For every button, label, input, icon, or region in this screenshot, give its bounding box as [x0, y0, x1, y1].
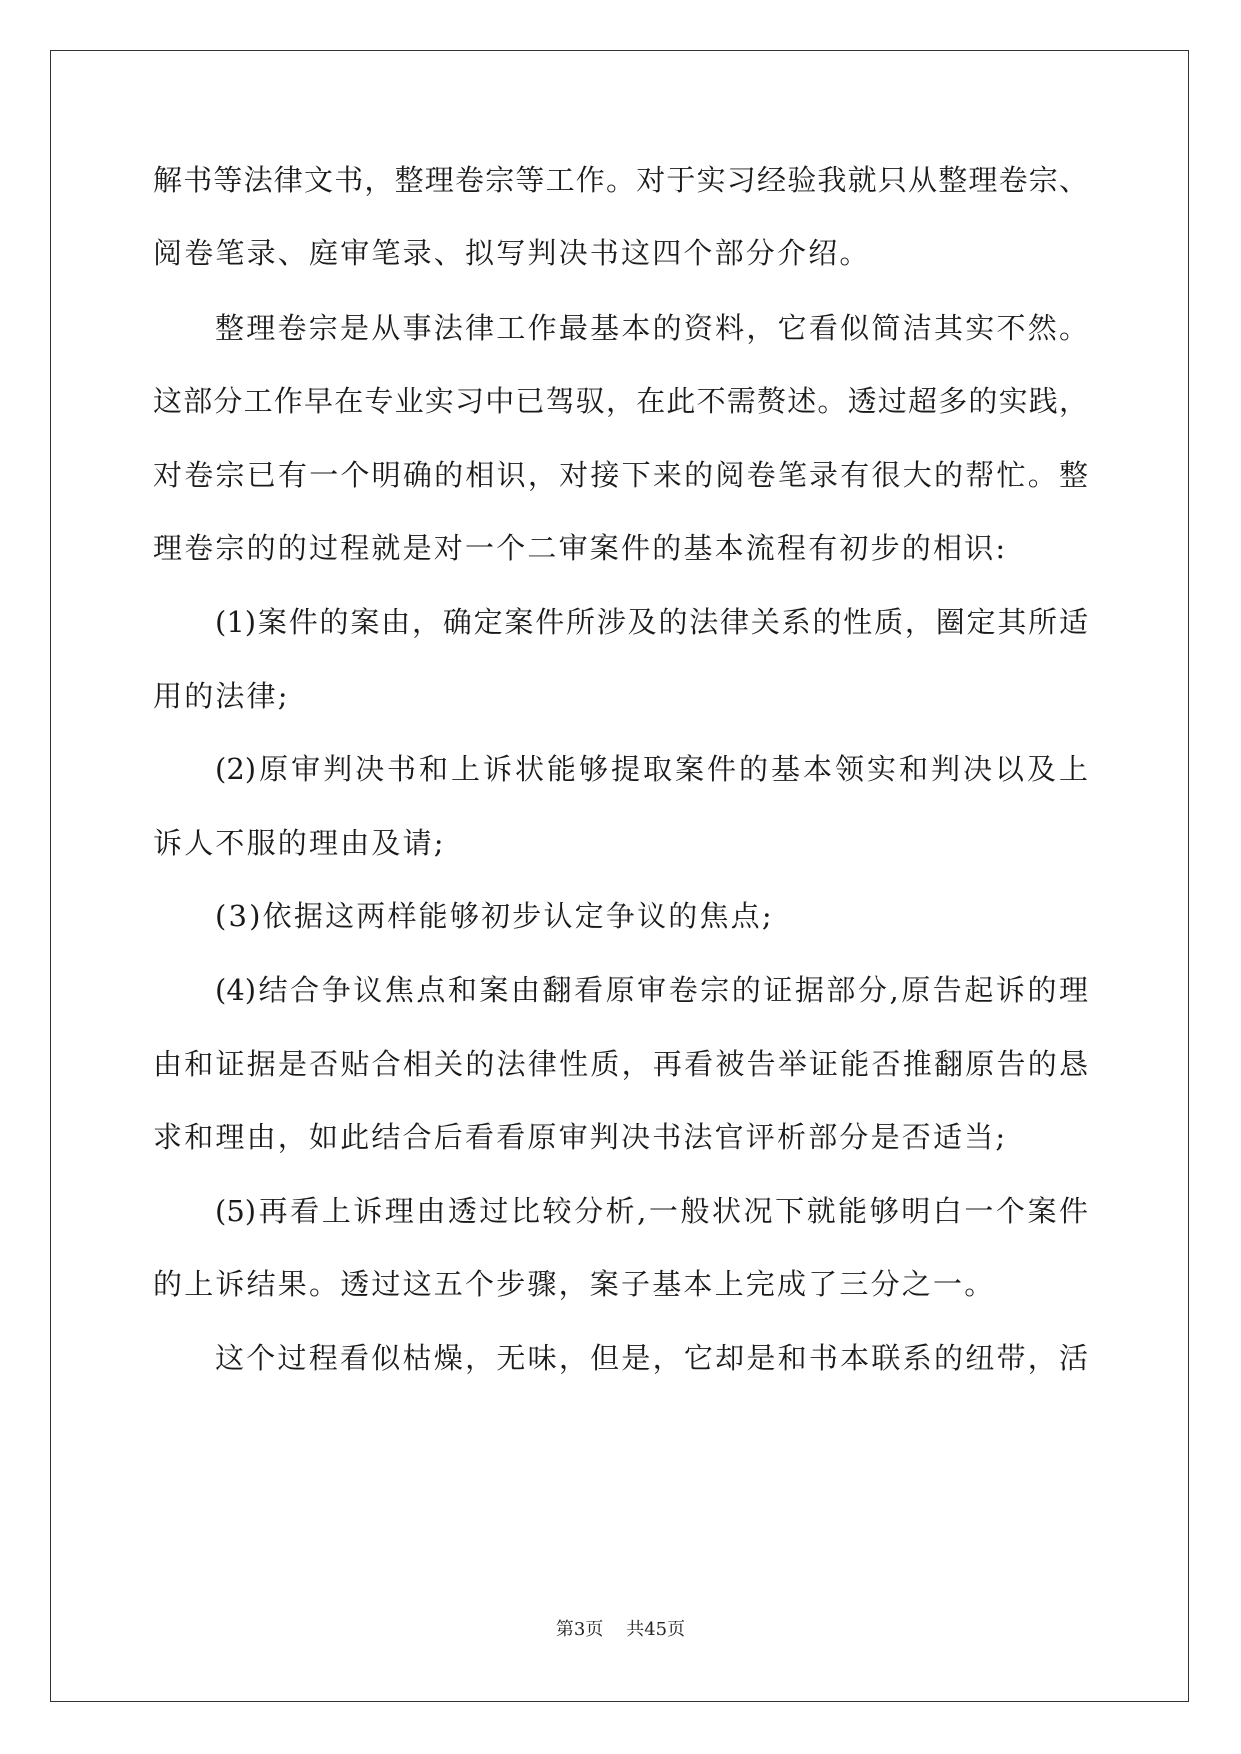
text-line: (4)结合争议焦点和案由翻看原审卷宗的证据部分,原告起诉的理: [215, 973, 1088, 1007]
text-line: 对卷宗已有一个明确的相识，对接下来的阅卷笔录有很大的帮忙。整: [153, 458, 1088, 492]
text-line: 解书等法律文书，整理卷宗等工作。对于实习经验我就只从整理卷宗、: [153, 163, 1088, 197]
text-line: 阅卷笔录、庭审笔录、拟写判决书这四个部分介绍。: [153, 236, 871, 270]
text-line: 用的法律;: [153, 679, 290, 713]
page-number-current: 第3页: [555, 1619, 604, 1640]
text-line: (1)案件的案由，确定案件所涉及的法律关系的性质，圈定其所适: [215, 605, 1088, 639]
text-line: (5)再看上诉理由透过比较分析,一般状况下就能够明白一个案件: [215, 1194, 1088, 1228]
text-line: 求和理由，如此结合后看看原审判决书法官评析部分是否适当;: [153, 1120, 1008, 1154]
text-line: 由和证据是否贴合相关的法律性质，再看被告举证能否推翻原告的恳: [153, 1047, 1088, 1081]
text-line: (2)原审判决书和上诉状能够提取案件的基本领实和判决以及上: [215, 752, 1088, 786]
page-number-total: 共45页: [626, 1619, 686, 1640]
text-line: 这部分工作早在专业实习中已驾驭，在此不需赘述。透过超多的实践，: [153, 384, 1088, 418]
text-line: 整理卷宗是从事法律工作最基本的资料，它看似简洁其实不然。: [215, 311, 1088, 345]
page-border: [50, 50, 1189, 1702]
text-line: 的上诉结果。透过这五个步骤，案子基本上完成了三分之一。: [153, 1267, 996, 1301]
text-line: 理卷宗的的过程就是对一个二审案件的基本流程有初步的相识:: [153, 531, 1008, 565]
text-line: (3)依据这两样能够初步认定争议的焦点;: [215, 899, 774, 933]
text-line: 这个过程看似枯燥，无味，但是，它却是和书本联系的纽带，活: [215, 1341, 1088, 1375]
text-line: 诉人不服的理由及请;: [153, 826, 446, 860]
page-footer: [0, 1618, 1241, 1642]
